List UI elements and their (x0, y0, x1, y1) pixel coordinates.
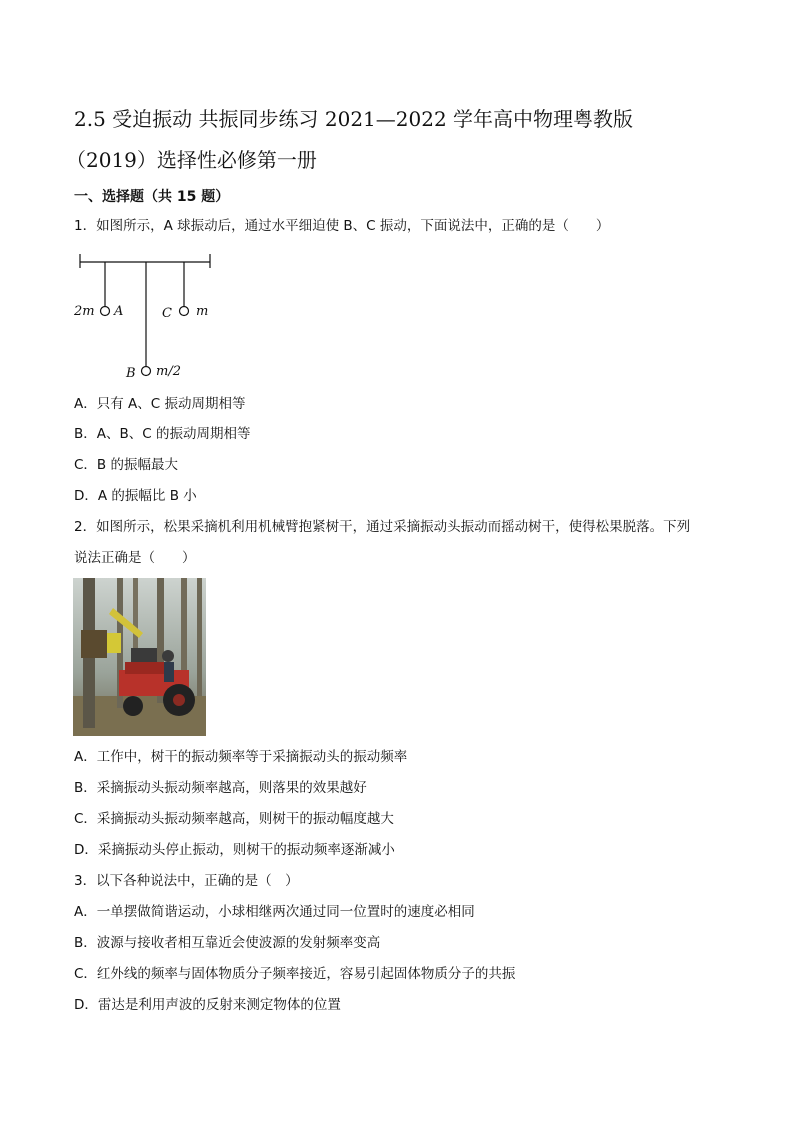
label-c-mass: m (196, 304, 209, 319)
question-2-stem-line1: 2．如图所示，松果采摘机利用机械臂抱紧树干，通过采摘振动头振动而摇动树干，使得松果脱落。下列 (74, 519, 691, 535)
question-2-option-c: C．采摘振动头振动频率越高，则树干的振动幅度越大 (74, 811, 394, 827)
question-3-option-d: D．雷达是利用声波的反射来测定物体的位置 (74, 997, 341, 1013)
label-c: C (162, 306, 172, 321)
label-a-mass: 2m (74, 304, 95, 319)
ball-a (101, 307, 110, 316)
label-a: A (114, 304, 124, 319)
question-3-option-c: C．红外线的频率与固体物质分子频率接近，容易引起固体物质分子的共振 (74, 966, 516, 982)
section-heading: 一、选择题（共 15 题） (74, 189, 230, 205)
pendulum-diagram (72, 248, 222, 384)
ball-c (180, 307, 189, 316)
question-3-stem: 3．以下各种说法中，正确的是（ ） (74, 873, 299, 889)
pine-harvester-photo (73, 578, 206, 736)
question-2-option-d: D．采摘振动头停止振动，则树干的振动频率逐渐减小 (74, 842, 395, 858)
question-2-option-b: B．采摘振动头振动频率越高，则落果的效果越好 (74, 780, 367, 796)
question-1-option-c: C．B 的振幅最大 (74, 457, 178, 473)
question-3-option-b: B．波源与接收者相互靠近会使波源的发射频率变高 (74, 935, 381, 951)
question-3-option-a: A．一单摆做简谐运动，小球相继两次通过同一位置时的速度必相同 (74, 904, 475, 920)
ball-b (142, 367, 151, 376)
question-1-option-b: B．A、B、C 的振动周期相等 (74, 426, 251, 442)
label-b-mass: m/2 (156, 364, 181, 379)
question-1-option-d: D．A 的振幅比 B 小 (74, 488, 197, 504)
document-title-line1: 2.5 受迫振动 共振同步练习 2021—2022 学年高中物理粤教版 (74, 107, 634, 131)
question-1-option-a: A．只有 A、C 振动周期相等 (74, 396, 246, 412)
document-title-line2: （2019）选择性必修第一册 (66, 148, 317, 172)
question-2-stem-line2: 说法正确是（ ） (74, 550, 196, 566)
question-2-option-a: A．工作中，树干的振动频率等于采摘振动头的振动频率 (74, 749, 408, 765)
question-1-stem: 1．如图所示，A 球振动后，通过水平细迫使 B、C 振动，下面说法中，正确的是（ ） (74, 218, 610, 234)
label-b: B (126, 366, 136, 381)
